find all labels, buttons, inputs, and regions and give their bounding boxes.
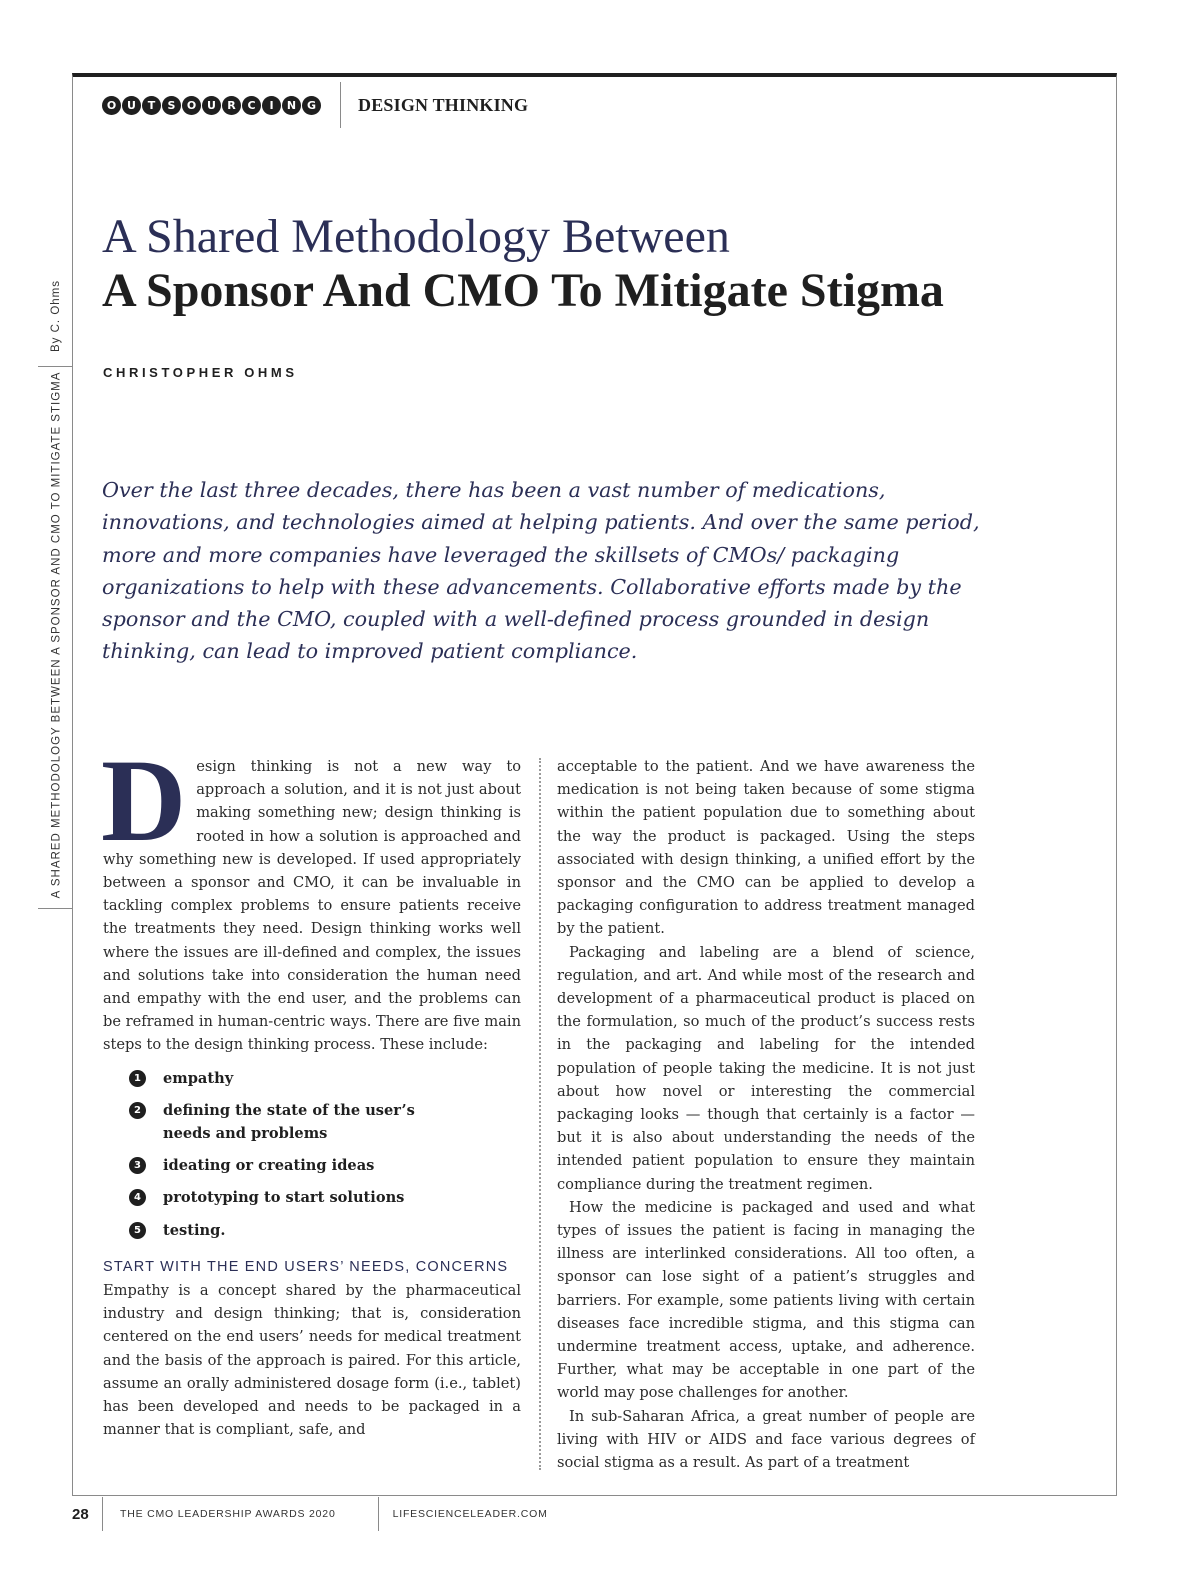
badge-letter: G: [302, 96, 321, 115]
badge-letter: I: [262, 96, 281, 115]
step-item: [129, 1219, 521, 1242]
badge-letter: S: [162, 96, 181, 115]
step-number: 3: [129, 1157, 146, 1174]
badge-letter: C: [242, 96, 261, 115]
step-number: 5: [129, 1222, 146, 1239]
badge-letter: T: [142, 96, 161, 115]
step-number: 1: [129, 1070, 146, 1087]
step-text: testing.: [163, 1221, 226, 1239]
deck-intro: Over the last three decades, there has been a vast number of medications, innovations, and technologies aimed at helping patients. And over the same period, more and more companies have leveraged the skillsets of CMOs/ packaging organizations to help with these advancements. Collaborative efforts made by the sponsor and the CMO, coupled with a well-defined process grounded in design thinking, can lead to improved patient compliance.: [102, 478, 980, 664]
headline-line-1: A Shared Methodology Between: [102, 210, 730, 263]
website-link[interactable]: LIFESCIENCELEADER.COM: [392, 1508, 548, 1520]
section-subhead: START WITH THE END USERS’ NEEDS, CONCERNS: [103, 1258, 509, 1275]
empathy-paragraph: Empathy is a concept shared by the pharmaceutical industry and design thinking; that is, consideration centered on the end users’ needs for medical treatment and the basis of the approach is paired. For this article, assume an orally administered dosage form (i.e., tablet) has been developed and needs to be packaged in a manner that is compliant, safe, and: [103, 1282, 521, 1439]
step-number: 4: [129, 1189, 146, 1206]
section-header: [102, 88, 528, 122]
step-text: ideating or creating ideas: [163, 1157, 375, 1175]
sidebar-running-title: [37, 372, 75, 897]
sidebar-byline: [37, 272, 75, 360]
byline-text: By C. Ohms: [50, 280, 63, 352]
body-paragraph: In sub-Saharan Africa, a great number of people are living with HIV or AIDS and face various degrees of social stigma as a result. As part of a treatment: [557, 1407, 975, 1472]
intro-paragraph: esign thinking is not a new way to approach a solution, and it is not just about making something new; design thinking is rooted in how a solution is approached and why something new is developed. If used appropriately between a sponsor and CMO, it can be invaluable in tackling complex problems to ensure patients receive the treatments they need. Design thinking works well where the issues are ill-defined and complex, the issues and solutions take into consideration the human need and empathy with the end user, and the problems can be reframed in human-centric ways. There are five main steps to the design thinking process. These include:: [103, 758, 521, 1054]
badge-letter: N: [282, 96, 301, 115]
step-item: [129, 1067, 521, 1090]
badge-letter: R: [222, 96, 241, 115]
page-footer: [72, 1497, 548, 1531]
publication-name: THE CMO LEADERSHIP AWARDS 2020: [120, 1508, 336, 1520]
running-title-text: A SHARED METHODOLOGY BETWEEN A SPONSOR AND CMO TO MITIGATE STIGMA: [50, 371, 62, 898]
body-column-right: [557, 755, 975, 1474]
drop-cap: D: [101, 735, 187, 866]
headline: [102, 210, 1062, 318]
column-rule: [539, 758, 541, 1470]
step-text: empathy: [163, 1069, 234, 1087]
step-item: [129, 1186, 521, 1209]
body-paragraph: Packaging and labeling are a blend of science, regulation, and art. And while most of the research and development of a pharmaceutical product is placed on the formulation, so much of the product’s success rests in the packaging and labeling for the intended population of people taking the medicine. It is not just about how novel or interesting the commercial packaging looks — though that certainly is a factor — but it is also about understanding the needs of the intended patient population to ensure they maintain compliance during the treatment regimen.: [557, 943, 975, 1193]
body-column-left: [101, 735, 521, 1441]
step-number: 2: [129, 1102, 146, 1119]
badge-letter: U: [122, 96, 141, 115]
badge-letter: U: [202, 96, 221, 115]
outsourcing-badge: [102, 96, 321, 115]
step-text: defining the state of the user’s needs and problems: [163, 1101, 415, 1143]
badge-letter: O: [182, 96, 201, 115]
section-label: DESIGN THINKING: [358, 94, 529, 115]
footer-divider: [378, 1497, 379, 1531]
author-name: CHRISTOPHER OHMS: [103, 365, 298, 380]
steps-list: [129, 1067, 521, 1242]
body-paragraph: acceptable to the patient. And we have awareness the medication is not being taken because of some stigma within the patient population due to something about the way the product is packaged. Using the steps associated with design thinking, a unified effort by the sponsor and the CMO can be applied to develop a packaging configuration to address treatment managed by the patient.: [557, 758, 975, 938]
footer-divider: [102, 1497, 103, 1531]
badge-letter: O: [102, 96, 121, 115]
body-paragraph: How the medicine is packaged and used and what types of issues the patient is facing in managing the illness are interlinked considerations. All too often, a sponsor can lose sight of a patient’s struggles and barriers. For example, some patients living with certain diseases face incredible stigma, and this stigma can undermine treatment access, uptake, and adherence. Further, what may be acceptable in one part of the world may pose challenges for another.: [557, 1198, 975, 1402]
sidebar-divider: [38, 366, 72, 367]
sidebar-divider-bottom: [38, 908, 72, 909]
headline-line-2: A Sponsor And CMO To Mitigate Stigma: [102, 264, 944, 317]
page-number: 28: [72, 1505, 89, 1523]
step-text: prototyping to start solutions: [163, 1189, 405, 1207]
step-item: [129, 1099, 521, 1145]
step-item: [129, 1154, 521, 1177]
section-divider: [340, 82, 341, 128]
